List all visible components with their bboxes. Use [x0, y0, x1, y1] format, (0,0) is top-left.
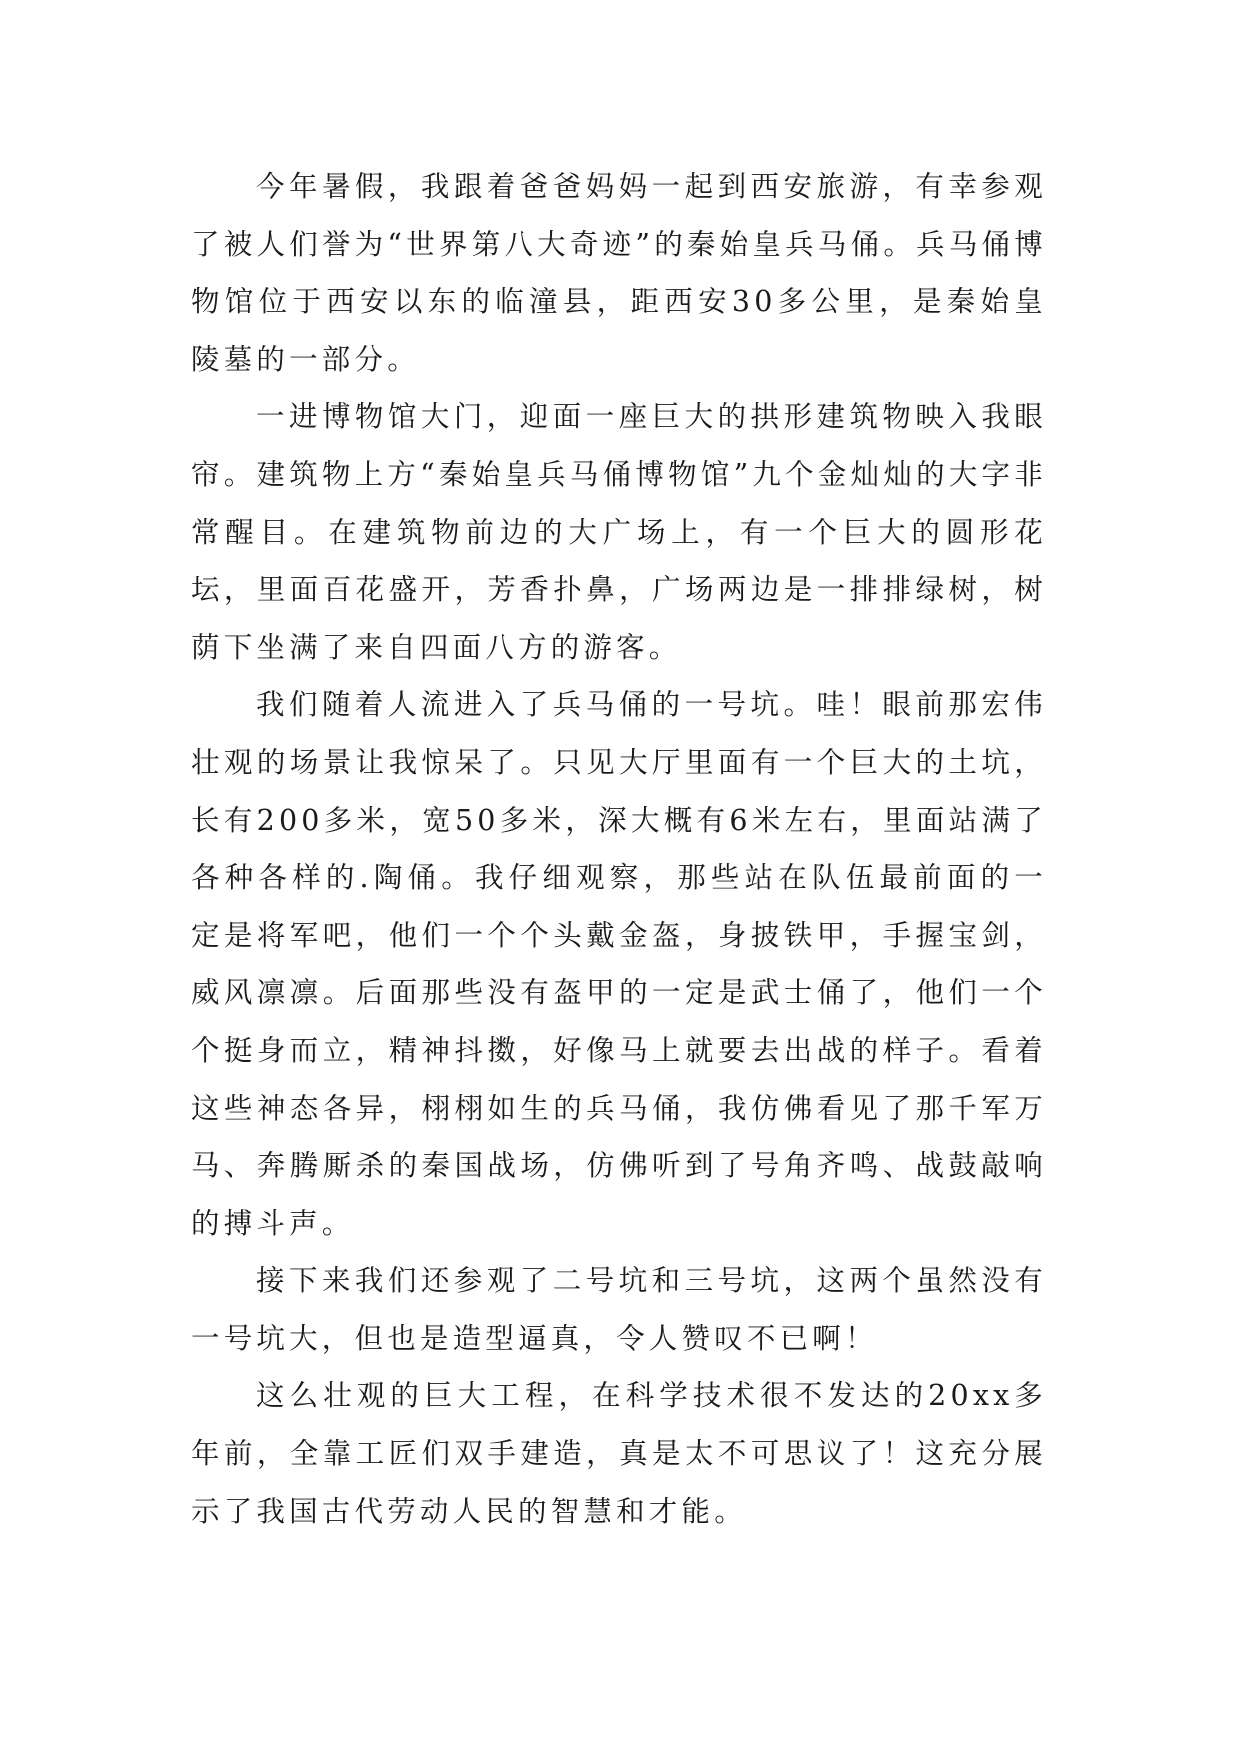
- paragraph-5: 这么壮观的巨大工程，在科学技术很不发达的20xx多年前，全靠工匠们双手建造，真是太不可思议了！这充分展示了我国古代劳动人民的智慧和才能。: [191, 1379, 1047, 1528]
- paragraph-3: 我们随着人流进入了兵马俑的一号坑。哇！眼前那宏伟壮观的场景让我惊呆了。只见大厅里面有一个巨大的土坑，长有200多米，宽50多米，深大概有6米左右，里面站满了各种各样的.陶俑。我仔细观察，那些站在队伍最前面的一定是将军吧，他们一个个头戴金盔，身披铁甲，手握宝剑，威风凛凛。后面那些没有盔甲的一定是武士俑了，他们一个个挺身而立，精神抖擞，好像马上就要去出战的样子。看着这些神态各异，栩栩如生的兵马俑，我仿佛看见了那千军万马、奔腾厮杀的秦国战场，仿佛听到了号角齐鸣、战鼓敲响的搏斗声。: [191, 688, 1047, 1240]
- paragraph-4: 接下来我们还参观了二号坑和三号坑，这两个虽然没有一号坑大，但也是造型逼真，令人赞叹不已啊！: [191, 1264, 1047, 1355]
- paragraph-1: 今年暑假，我跟着爸爸妈妈一起到西安旅游，有幸参观了被人们誉为“世界第八大奇迹”的秦始皇兵马俑。兵马俑博物馆位于西安以东的临潼县，距西安30多公里，是秦始皇陵墓的一部分。: [191, 170, 1047, 376]
- paragraph-2: 一进博物馆大门，迎面一座巨大的拱形建筑物映入我眼帘。建筑物上方“秦始皇兵马俑博物馆”九个金灿灿的大字非常醒目。在建筑物前边的大广场上，有一个巨大的圆形花坛，里面百花盛开，芳香扑鼻，广场两边是一排排绿树，树荫下坐满了来自四面八方的游客。: [191, 400, 1047, 664]
- article-body: [191, 158, 1047, 1540]
